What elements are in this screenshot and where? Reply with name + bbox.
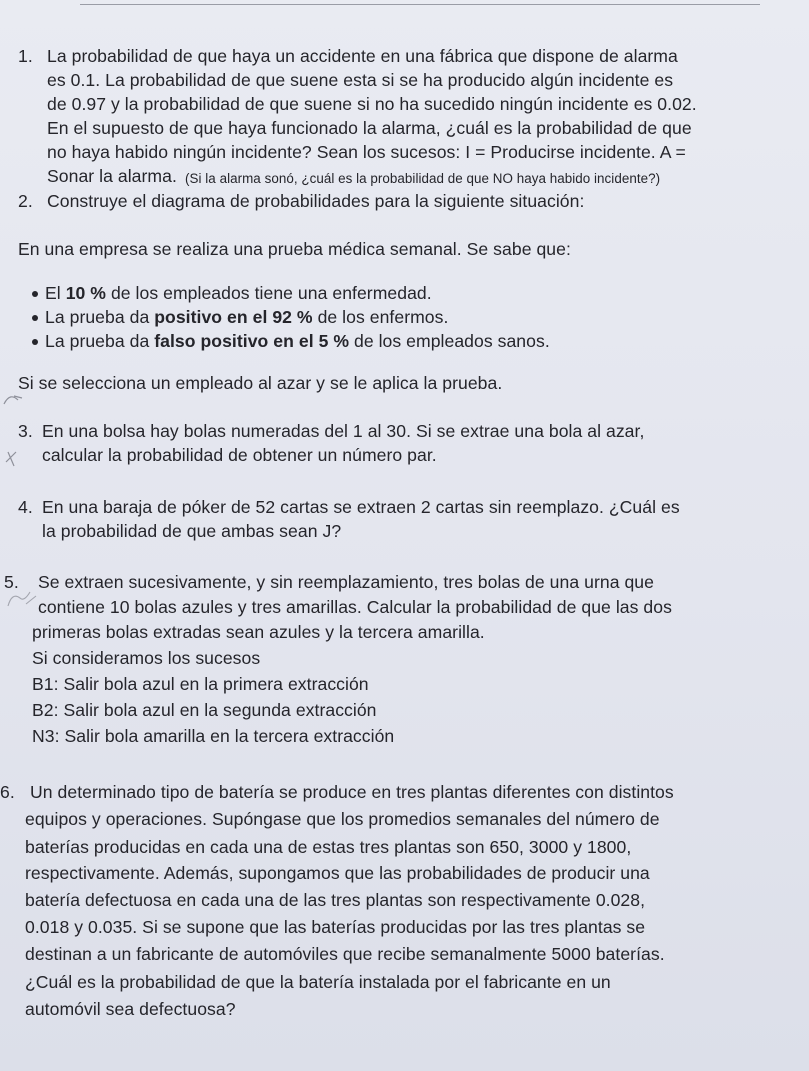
bullet-item: La prueba da positivo en el 92 % de los enfermos. [45, 307, 449, 327]
problem-number: 2. [18, 191, 33, 211]
problem-line: destinan a un fabricante de automóviles que recibe semanalmente 5000 baterías. [25, 944, 665, 964]
problem-number: 4. [18, 497, 33, 517]
problem-line: ¿Cuál es la probabilidad de que la batería instalada por el fabricante en un [25, 972, 611, 992]
problem-line: Sonar la alarma. [47, 166, 177, 186]
bullet-dot [32, 315, 38, 321]
problem-line: N3: Salir bola amarilla en la tercera extracción [32, 726, 395, 746]
page-top-rule [80, 4, 760, 5]
problem-line: La probabilidad de que haya un accidente en una fábrica que dispone de alarma [47, 46, 678, 66]
problem-line: Se extraen sucesivamente, y sin reemplazamiento, tres bolas de una urna que [38, 572, 654, 592]
problem-line: respectivamente. Además, supongamos que las probabilidades de producir una [25, 863, 650, 883]
bullet-dot [32, 339, 38, 345]
problem-intro: En una empresa se realiza una prueba médica semanal. Se sabe que: [18, 239, 571, 259]
bullet-item: El 10 % de los empleados tiene una enfermedad. [45, 283, 432, 303]
problem-number: 3. [18, 421, 33, 441]
problem-line: Un determinado tipo de batería se produce en tres plantas diferentes con distintos [30, 782, 674, 802]
problem-line: equipos y operaciones. Supóngase que los promedios semanales del número de [25, 809, 660, 829]
problem-closing: Si se selecciona un empleado al azar y se le aplica la prueba. [18, 373, 503, 393]
problem-line: no haya habido ningún incidente? Sean los sucesos: I = Producirse incidente. A = [47, 142, 686, 162]
problem-line: En el supuesto de que haya funcionado la alarma, ¿cuál es la probabilidad de que [47, 118, 692, 138]
problem-line: batería defectuosa en cada una de las tres plantas son respectivamente 0.028, [25, 890, 646, 910]
problem-title: Construye el diagrama de probabilidades para la siguiente situación: [47, 191, 585, 211]
problem-number: 6. [0, 782, 15, 802]
problem-line: calcular la probabilidad de obtener un número par. [42, 445, 437, 465]
problem-line: B2: Salir bola azul en la segunda extracción [32, 700, 377, 720]
problem-line: En una bolsa hay bolas numeradas del 1 al 30. Si se extrae una bola al azar, [42, 421, 645, 441]
bullet-dot [32, 291, 38, 297]
problem-line: contiene 10 bolas azules y tres amarillas. Calcular la probabilidad de que las dos [38, 597, 672, 617]
problem-line: automóvil sea defectuosa? [25, 999, 236, 1019]
problem-note: (Si la alarma sonó, ¿cuál es la probabilidad de que NO haya habido incidente?) [185, 171, 661, 186]
problem-line: Si consideramos los sucesos [32, 648, 261, 668]
problem-line: es 0.1. La probabilidad de que suene esta si se ha producido algún incidente es [47, 70, 674, 90]
problem-line: 0.018 y 0.035. Si se supone que las baterías producidas por las tres plantas se [25, 917, 646, 937]
problem-line: de 0.97 y la probabilidad de que suene si no ha sucedido ningún incidente es 0.02. [47, 94, 697, 114]
problem-line: primeras bolas extradas sean azules y la tercera amarilla. [32, 622, 485, 642]
problem-line: En una baraja de póker de 52 cartas se extraen 2 cartas sin reemplazo. ¿Cuál es [42, 497, 680, 517]
problem-number: 1. [18, 46, 33, 66]
problem-line: B1: Salir bola azul en la primera extracción [32, 674, 369, 694]
problem-number: 5. [4, 572, 19, 592]
bullet-item: La prueba da falso positivo en el 5 % de los empleados sanos. [45, 331, 550, 351]
problem-line: la probabilidad de que ambas sean J? [42, 521, 342, 541]
problem-line: baterías producidas en cada una de estas tres plantas son 650, 3000 y 1800, [25, 837, 632, 857]
